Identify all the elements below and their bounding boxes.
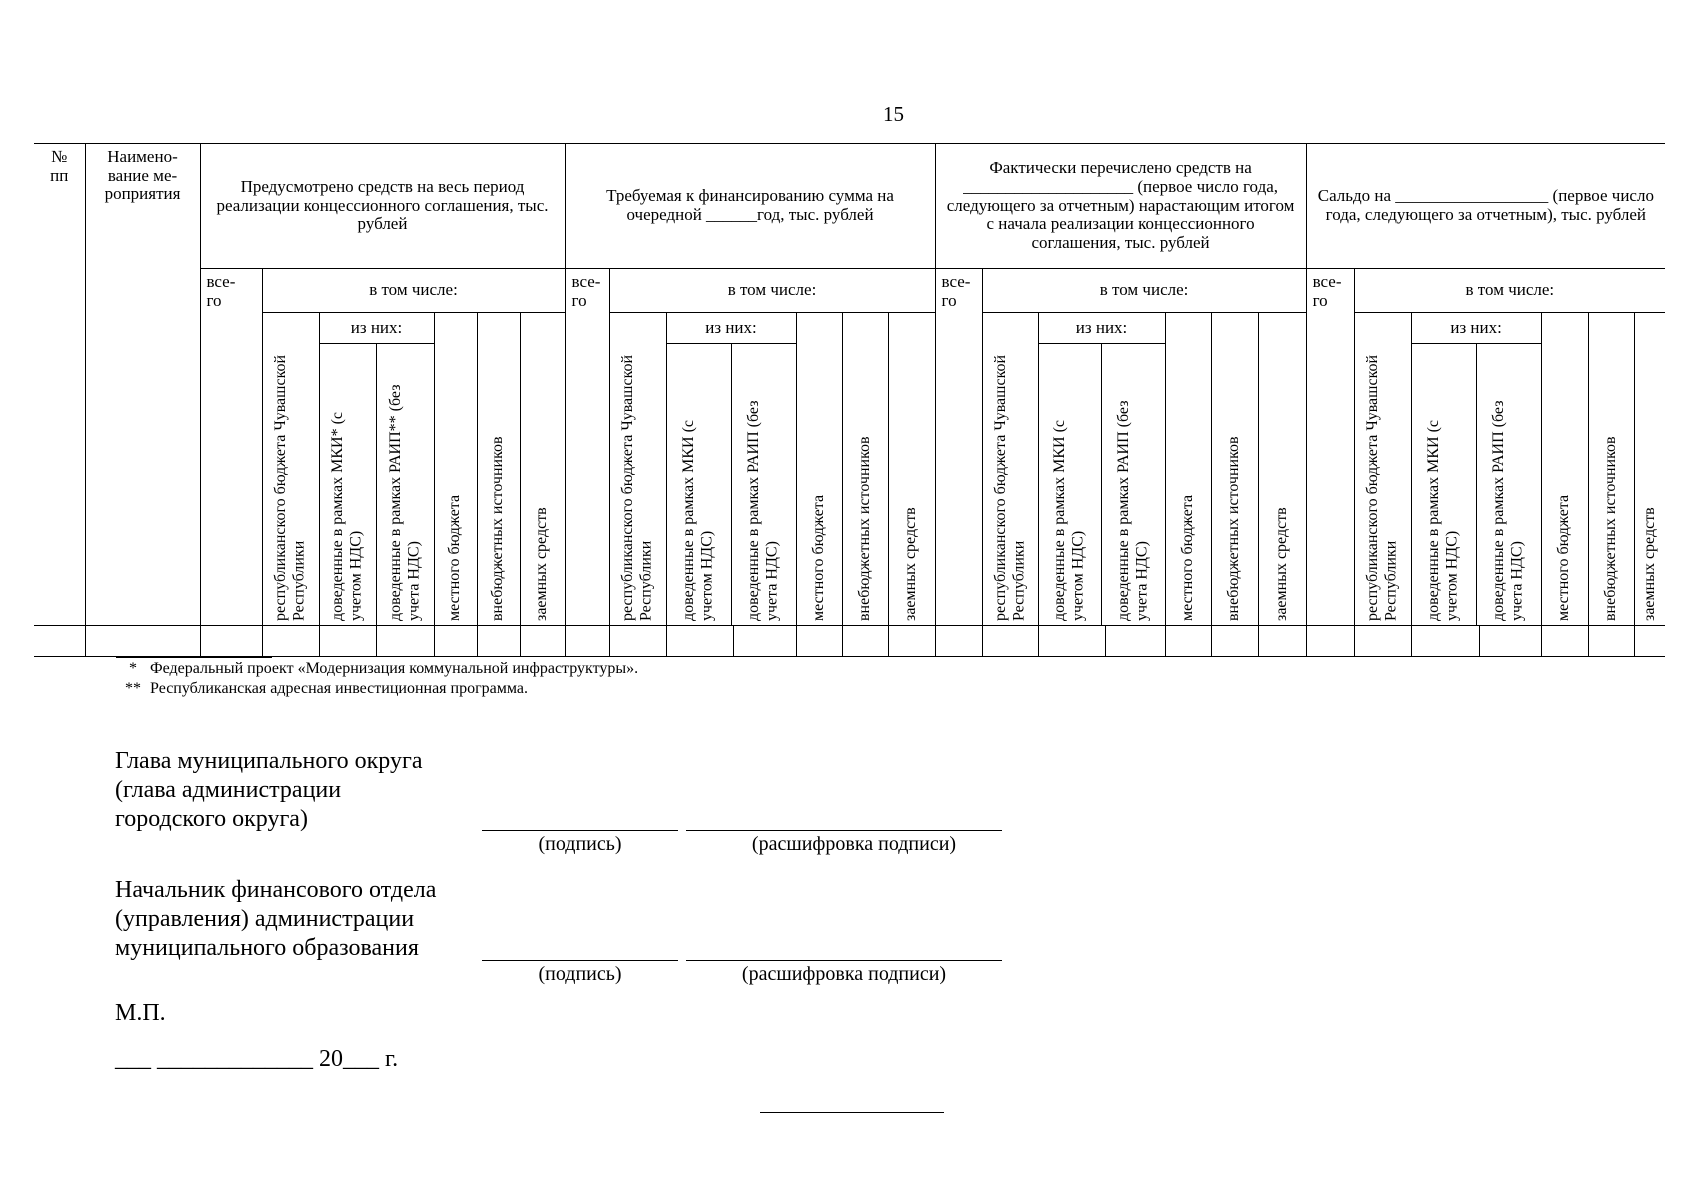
subcol-mki: доведенные в рамках МКИ* (с учетом НДС) [320, 344, 377, 625]
table-cell[interactable] [520, 626, 565, 657]
table-row [34, 626, 1665, 657]
subcol-extrabudget: внебюджетных источников [1211, 313, 1258, 626]
subcol-local: местного бюджета [1165, 313, 1211, 626]
table-cell[interactable] [434, 626, 477, 657]
table-cell[interactable] [1105, 626, 1165, 657]
table-cell[interactable] [477, 626, 520, 657]
signature-line[interactable] [482, 960, 678, 961]
subcol-local: местного бюджета [1541, 313, 1588, 626]
table-cell[interactable] [888, 626, 935, 657]
col-header-name: Наимено- вание ме- роприятия [85, 144, 200, 626]
footnote-divider [116, 657, 272, 658]
subcol-local: местного бюджета [434, 313, 477, 626]
total-header: все- го [200, 269, 262, 626]
group-header-transferred: Фактически перечислено средств на ____________________ (первое число года, следующего за отчетным) нарастающим итогом с начала реализации концессионного соглашения, тыс. рублей [935, 144, 1306, 269]
signatory-head-title: Глава муниципального округа (глава администрации городского округа) [115, 748, 423, 832]
subcol-borrowed: заемных средств [1258, 313, 1306, 626]
subcol-republican: республиканского бюджета Чувашской Республики [262, 313, 319, 626]
table-cell[interactable] [1588, 626, 1634, 657]
table-cell[interactable] [1258, 626, 1306, 657]
subcol-local: местного бюджета [796, 313, 842, 626]
signature-decode-line[interactable] [686, 960, 1002, 961]
subcol-borrowed: заемных средств [888, 313, 935, 626]
table-cell[interactable] [796, 626, 842, 657]
of-them-block [1411, 313, 1541, 626]
funding-table [34, 143, 1665, 657]
footnote-2: ** Республиканская адресная инвестиционная программа. [125, 680, 529, 697]
including-header: в том числе: [1354, 269, 1665, 313]
date-line[interactable]: ___ _____________ 20___ г. [115, 1046, 399, 1072]
table-cell[interactable] [85, 626, 200, 657]
subcol-republican: республиканского бюджета Чувашской Республики [1354, 313, 1411, 626]
table-cell[interactable] [1038, 626, 1105, 657]
total-header: все- го [935, 269, 982, 626]
of-them-block [1038, 313, 1165, 626]
group-header-planned: Предусмотрено средств на весь период реализации концессионного соглашения, тыс. рублей [200, 144, 565, 269]
signatory-finance-title: Начальник финансового отдела (управления) администрации муниципального образования [115, 877, 437, 961]
subcol-raip: доведенные в рамках РАИП (без учета НДС) [1490, 400, 1526, 621]
table-cell[interactable] [200, 626, 262, 657]
table-cell[interactable] [34, 626, 85, 657]
subcol-mki: доведенные в рамках МКИ (с учетом НДС) [1412, 344, 1477, 625]
table-cell[interactable] [1165, 626, 1211, 657]
subcol-extrabudget: внебюджетных источников [842, 313, 888, 626]
subcol-raip: доведенные в рамках РАИП** (без учета НДС) [386, 384, 423, 621]
total-header: все- го [1306, 269, 1354, 626]
of-them-header: из них: [667, 313, 796, 344]
table-cell[interactable] [609, 626, 666, 657]
subcol-mki: доведенные в рамках МКИ (с учетом НДС) [1039, 344, 1102, 625]
header-row-2 [34, 269, 1665, 313]
group-header-balance: Сальдо на __________________ (первое число года, следующего за отчетным), тыс. рублей [1306, 144, 1665, 269]
col-header-number: № пп [34, 144, 85, 626]
table-cell[interactable] [1211, 626, 1258, 657]
subcol-extrabudget: внебюджетных источников [477, 313, 520, 626]
subcol-republican: республиканского бюджета Чувашской Республики [982, 313, 1038, 626]
page-number: 15 [883, 102, 904, 126]
subcol-republican: республиканского бюджета Чувашской Республики [609, 313, 666, 626]
of-them-block [319, 313, 434, 626]
table-cell[interactable] [666, 626, 733, 657]
table-cell[interactable] [319, 626, 376, 657]
table-cell[interactable] [376, 626, 434, 657]
of-them-header: из них: [1412, 313, 1541, 344]
table-cell[interactable] [1411, 626, 1479, 657]
table-cell[interactable] [1306, 626, 1354, 657]
header-row-3 [34, 313, 1665, 626]
table-cell[interactable] [1541, 626, 1588, 657]
signature-decode-caption: (расшифровка подписи) [751, 833, 957, 855]
of-them-header: из них: [320, 313, 434, 344]
signature-decode-caption: (расшифровка подписи) [741, 963, 947, 985]
header-row-1 [34, 144, 1665, 269]
including-header: в том числе: [982, 269, 1306, 313]
signature-caption: (подпись) [538, 963, 622, 985]
of-them-block [666, 313, 796, 626]
table-cell[interactable] [1634, 626, 1665, 657]
table-cell[interactable] [935, 626, 982, 657]
total-header: все- го [565, 269, 609, 626]
table-cell[interactable] [733, 626, 796, 657]
subcol-raip: доведенные в рамках РАИП (без учета НДС) [745, 400, 781, 621]
subcol-extrabudget: внебюджетных источников [1588, 313, 1634, 626]
stamp-place-label: М.П. [115, 1000, 166, 1026]
subcol-borrowed: заемных средств [1634, 313, 1665, 626]
signature-line[interactable] [482, 830, 678, 831]
footnote-1: * Федеральный проект «Модернизация коммунальной инфраструктуры». [129, 660, 639, 677]
signature-decode-line[interactable] [686, 830, 1002, 831]
table-cell[interactable] [262, 626, 319, 657]
signature-caption: (подпись) [538, 833, 622, 855]
including-header: в том числе: [609, 269, 935, 313]
subcol-borrowed: заемных средств [520, 313, 565, 626]
table-cell[interactable] [842, 626, 888, 657]
group-header-required: Требуемая к финансированию сумма на очередной ______год, тыс. рублей [565, 144, 935, 269]
subcol-mki: доведенные в рамках МКИ (с учетом НДС) [667, 344, 732, 625]
subcol-raip: доведенные в рамках РАИП (без учета НДС) [1114, 400, 1151, 621]
including-header: в том числе: [262, 269, 565, 313]
table-cell[interactable] [1354, 626, 1411, 657]
table-cell[interactable] [1479, 626, 1541, 657]
table-cell[interactable] [982, 626, 1038, 657]
of-them-header: из них: [1039, 313, 1165, 344]
bottom-blank-line [760, 1112, 944, 1113]
table-cell[interactable] [565, 626, 609, 657]
